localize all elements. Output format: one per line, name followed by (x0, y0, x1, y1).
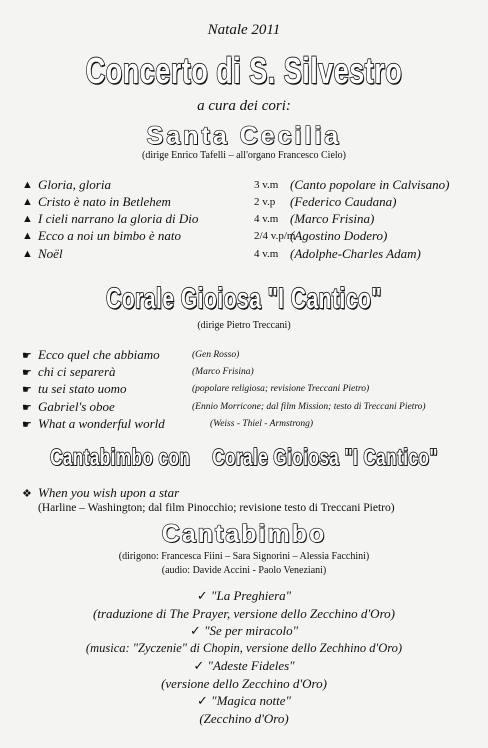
song-author: (Marco Frisina) (290, 211, 375, 226)
joint-heading-left: Cantabimbo con (50, 444, 191, 471)
song-title: I cieli narrano la gloria di Dio (38, 211, 199, 226)
arrow-up-icon: ▲ (22, 196, 33, 208)
hand-pointer-icon: ☛ (22, 383, 32, 396)
song-author: (Ennio Morricone; dal film Mission; testo di Treccani Pietro) (192, 402, 426, 412)
song-voices: 3 v.m (254, 179, 279, 191)
song-title: "Se per miracolo" (204, 623, 299, 638)
song-author: (Canto popolare in Calvisano) (290, 177, 450, 192)
list-item (22, 484, 478, 502)
song-title: When you wish upon a star (38, 485, 180, 500)
song-title: "Magica notte" (211, 693, 292, 708)
song-title: Gloria, gloria (38, 177, 111, 192)
song-note: (traduzione di The Prayer, versione dello Zecchino d'Oro) (93, 606, 395, 621)
song-author: (Marco Frisina) (192, 367, 254, 377)
hand-pointer-icon: ☛ (22, 401, 32, 414)
corale-gioiosa-credits: (dirige Pietro Treccani) (197, 320, 291, 331)
check-icon: ✓ (193, 658, 205, 673)
choir-cantabimbo (0, 520, 488, 549)
song-author: (Weiss - Thiel - Armstrong) (210, 419, 314, 429)
list-item (22, 346, 478, 364)
list-item (22, 227, 478, 245)
cantabimbo-credits-audio: (audio: Davide Accini - Paolo Veneziani) (161, 565, 327, 576)
list-item (22, 363, 478, 381)
song-title: Cristo è nato in Betlehem (38, 194, 171, 209)
cantabimbo-credits-directors: (dirigono: Francesca Fiini – Sara Signorini – Alessia Facchini) (118, 551, 370, 562)
song-title: "La Preghiera" (211, 588, 292, 603)
joint-heading-right: Corale Gioiosa "I Cantico" (212, 444, 438, 471)
subtitle: a cura dei cori: (197, 98, 291, 114)
diamond-bullet-icon: ❖ (22, 487, 32, 500)
song-note: (Zecchino d'Oro) (199, 711, 289, 726)
concert-title-text: Concerto di S. Silvestro (85, 50, 403, 92)
list-item (0, 588, 488, 604)
song-title: Ecco a noi un bimbo è nato (38, 228, 181, 243)
choir-santa-cecilia-text: Santa Cecilia (146, 122, 342, 150)
song-author: (Federico Caudana) (290, 194, 397, 209)
song-author: (Adolphe-Charles Adam) (290, 246, 421, 261)
arrow-up-icon: ▲ (22, 248, 33, 260)
santa-cecilia-credits: (dirige Enrico Tafelli – all'organo Francesco Cielo) (142, 150, 346, 161)
song-author: (Agostino Dodero) (290, 228, 388, 243)
hand-pointer-icon: ☛ (22, 418, 32, 431)
arrow-up-icon: ▲ (22, 179, 33, 191)
joint-song-credits: (Harline – Washington; dal film Pinocchio; revisione testo di Treccani Pietro) (38, 502, 395, 514)
arrow-up-icon: ▲ (22, 230, 33, 242)
song-voices: 4 v.m (254, 213, 279, 225)
joint-heading (0, 444, 488, 471)
song-note: (versione dello Zecchino d'Oro) (161, 676, 327, 691)
choir-santa-cecilia (0, 122, 488, 151)
song-title: Noël (38, 246, 63, 261)
hand-pointer-icon: ☛ (22, 349, 32, 362)
choir-cantabimbo-text: Cantabimbo (161, 520, 327, 548)
list-item (22, 398, 478, 416)
list-item (0, 693, 488, 709)
list-item (22, 245, 478, 263)
list-item (0, 658, 488, 674)
check-icon: ✓ (189, 623, 201, 638)
song-voices: 4 v.m (254, 248, 279, 260)
list-item (22, 380, 478, 398)
list-item (22, 415, 478, 433)
hand-pointer-icon: ☛ (22, 366, 32, 379)
choir-corale-gioiosa (0, 283, 488, 315)
list-item (0, 623, 488, 639)
song-title: Gabriel's oboe (38, 399, 115, 414)
song-title: tu sei stato uomo (38, 381, 127, 396)
choir-corale-gioiosa-text: Corale Gioiosa "I Cantico" (106, 283, 382, 315)
concert-title (0, 50, 488, 92)
list-item (22, 176, 478, 194)
check-icon: ✓ (196, 693, 208, 708)
song-voices: 2/4 v.p/m (254, 230, 296, 242)
song-title: Ecco quel che abbiamo (38, 347, 160, 362)
song-title: What a wonderful world (38, 416, 165, 431)
song-note: (musica: "Zyczenie" di Chopin, versione dello Zechhino d'Oro) (85, 641, 403, 655)
song-title: chi ci separerà (38, 364, 116, 379)
song-voices: 2 v.p (254, 196, 276, 208)
song-title: "Adeste Fideles" (207, 658, 295, 673)
song-author: (popolare religiosa; revisione Treccani Pietro) (192, 384, 370, 394)
list-item (22, 210, 478, 228)
arrow-up-icon: ▲ (22, 213, 33, 225)
year-title: Natale 2011 (207, 22, 281, 38)
check-icon: ✓ (196, 588, 208, 603)
list-item (22, 193, 478, 211)
song-author: (Gen Rosso) (192, 350, 240, 360)
